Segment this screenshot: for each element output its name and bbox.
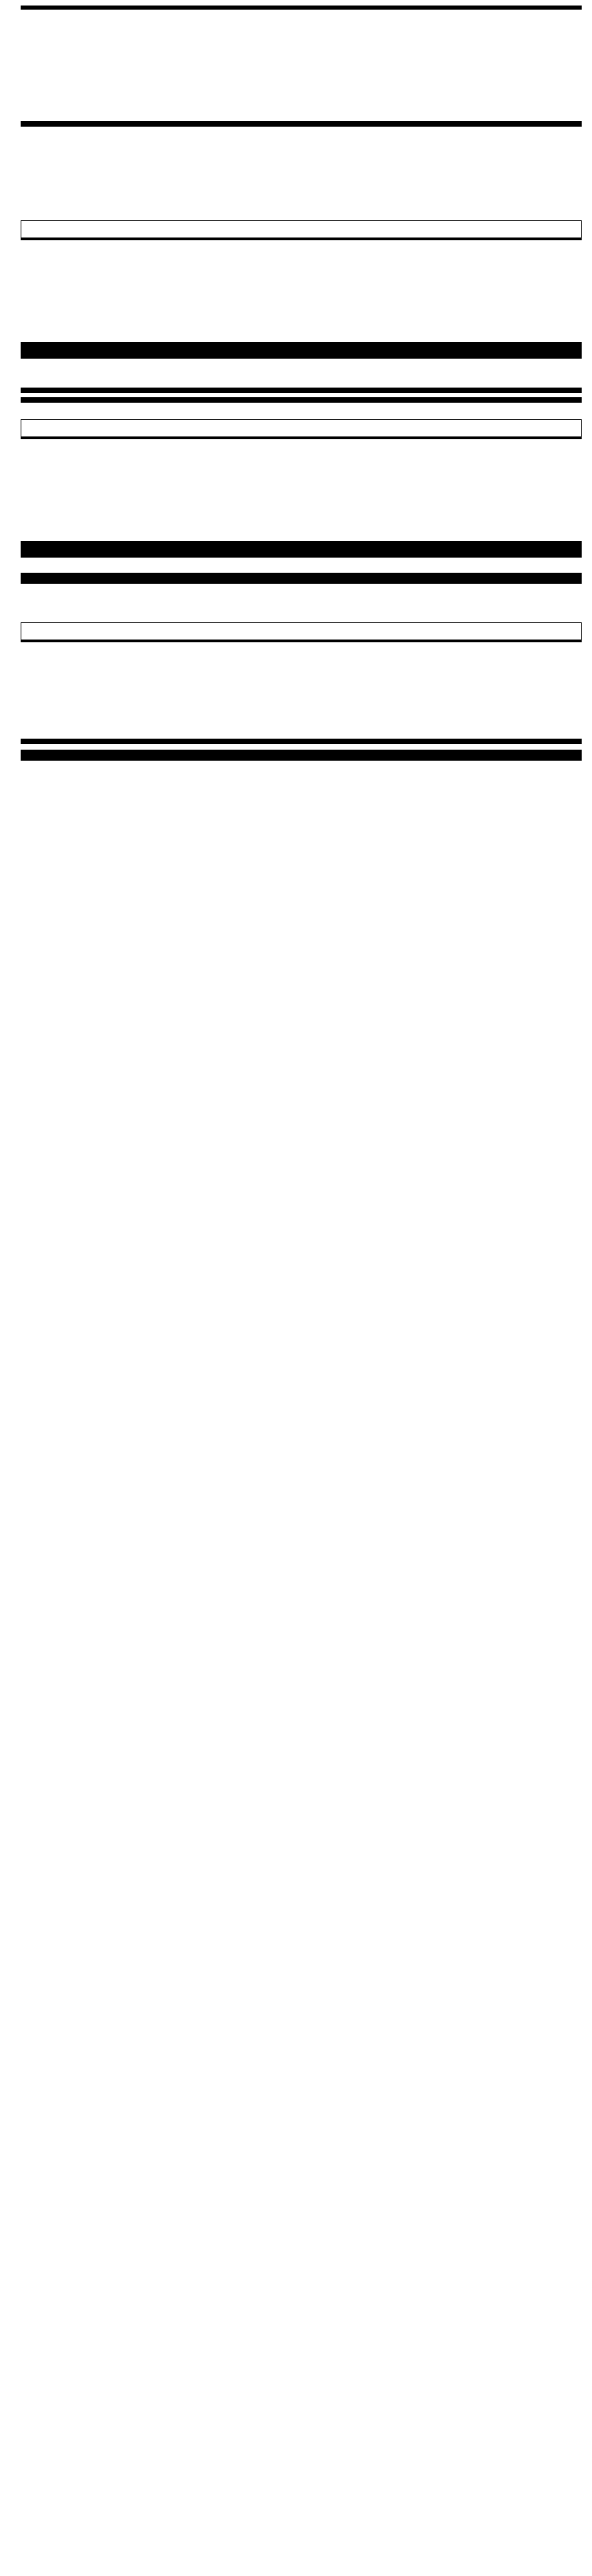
extension-rod-t45-section (21, 755, 582, 761)
series-bar-t38 (21, 419, 582, 439)
rods-column-header-t45 (21, 675, 582, 736)
mf-rod-r32-section (21, 348, 582, 353)
mf-rod-t38-section (21, 547, 582, 552)
guide-tube-r32-section (21, 342, 582, 348)
drilling-banner (21, 142, 582, 198)
mf-rod-t45-section (21, 750, 582, 755)
extension-rod-r32-title (21, 353, 582, 359)
drill-tube-section (21, 121, 582, 127)
guide-tube-t45-section (21, 739, 582, 744)
tubes-column-header (21, 58, 582, 118)
catalog-page (21, 0, 582, 766)
extension-rod-r32-section (21, 388, 582, 393)
rods-column-header-r32 (21, 279, 582, 339)
series-bar-t45 (21, 622, 582, 642)
rods-column-header-t38 (21, 478, 582, 538)
coupling-sleeve-t38-section (21, 578, 582, 584)
light-extension-rod-t38-section (21, 573, 582, 578)
series-bar-r32 (21, 220, 582, 240)
coupling-sleeve-r32-section (21, 397, 582, 403)
pilot-bit-section (21, 6, 582, 10)
extension-rod-t38-section (21, 552, 582, 558)
guide-tube-t38-section (21, 541, 582, 547)
